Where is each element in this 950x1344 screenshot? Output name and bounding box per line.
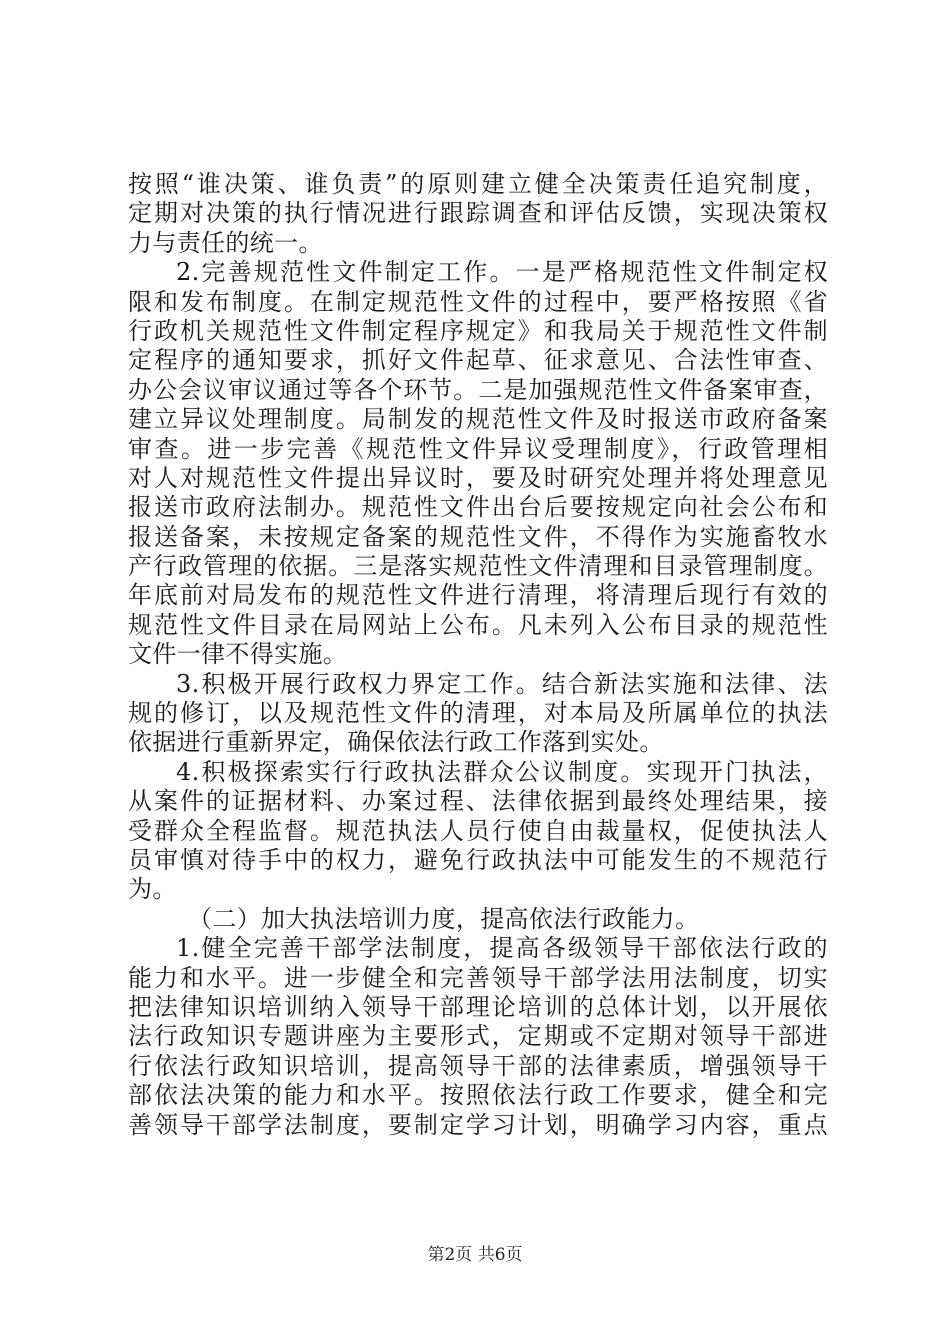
text-line: 行依法行政知识培训，提高领导干部的法律素质，增强领导干 (128, 1051, 828, 1080)
text-line: 部依法决策的能力和水平。按照依法行政工作要求，健全和完 (128, 1081, 828, 1110)
text-line: 为。 (128, 875, 177, 904)
text-line: 善领导干部学法制度，要制定学习计划，明确学习内容，重点 (128, 1110, 828, 1139)
text-line: 限和发布制度。在制定规范性文件的过程中，要严格按照《省 (128, 287, 828, 316)
text-line: 把法律知识培训纳入领导干部理论培训的总体计划，以开展依 (128, 992, 828, 1021)
text-line: 依据进行重新界定，确保依法行政工作落到实处。 (128, 728, 664, 757)
text-line: 2.完善规范性文件制定工作。一是严格规范性文件制定权 (176, 258, 828, 287)
text-line: 对人对规范性文件提出异议时，要及时研究处理并将处理意见 (128, 463, 828, 492)
text-line: 报送市政府法制办。规范性文件出台后要按规定向社会公布和 (128, 493, 828, 522)
text-line: 受群众全程监督。规范执法人员行使自由裁量权，促使执法人 (128, 816, 828, 845)
text-line: 能力和水平。进一步健全和完善领导干部学法用法制度，切实 (128, 963, 828, 992)
section-heading: （二）加大执法培训力度，提高依法行政能力。 (188, 904, 700, 933)
text-line: 定程序的通知要求，抓好文件起草、征求意见、合法性审查、 (128, 346, 828, 375)
text-line: 年底前对局发布的规范性文件进行清理，将清理后现行有效的 (128, 581, 828, 610)
text-line: 行政机关规范性文件制定程序规定》和我局关于规范性文件制 (128, 316, 828, 345)
text-line: 3.积极开展行政权力界定工作。结合新法实施和法律、法 (176, 669, 828, 698)
text-line: 文件一律不得实施。 (128, 640, 348, 669)
text-line: 办公会议审议通过等各个环节。二是加强规范性文件备案审查， (128, 375, 828, 404)
text-line: 规的修订，以及规范性文件的清理，对本局及所属单位的执法 (128, 699, 828, 728)
text-line: 法行政知识专题讲座为主要形式，定期或不定期对领导干部进 (128, 1022, 828, 1051)
text-line: 建立异议处理制度。局制发的规范性文件及时报送市政府备案 (128, 405, 828, 434)
text-line: 按照“谁决策、谁负责”的原则建立健全决策责任追究制度， (128, 170, 828, 198)
text-line: 规范性文件目录在局网站上公布。凡未列入公布目录的规范性 (128, 610, 828, 639)
text-line: 从案件的证据材料、办案过程、法律依据到最终处理结果，接 (128, 787, 828, 816)
text-line: 4.积极探索实行行政执法群众公议制度。实现开门执法， (176, 757, 828, 786)
text-line: 产行政管理的依据。三是落实规范性文件清理和目录管理制度。 (128, 552, 828, 581)
text-line: 报送备案，未按规定备案的规范性文件，不得作为实施畜牧水 (128, 522, 828, 551)
page-number-footer: 第2页 共6页 (427, 1245, 523, 1265)
text-line: 员审慎对待手中的权力，避免行政执法中可能发生的不规范行 (128, 845, 828, 874)
text-line: 1.健全完善干部学法制度，提高各级领导干部依法行政的 (176, 934, 828, 963)
text-line: 力与责任的统一。 (128, 228, 323, 257)
body-text (128, 170, 828, 1140)
text-line: 审查。进一步完善《规范性文件异议受理制度》，行政管理相 (128, 434, 828, 463)
text-line: 定期对决策的执行情况进行跟踪调查和评估反馈，实现决策权 (128, 199, 828, 228)
